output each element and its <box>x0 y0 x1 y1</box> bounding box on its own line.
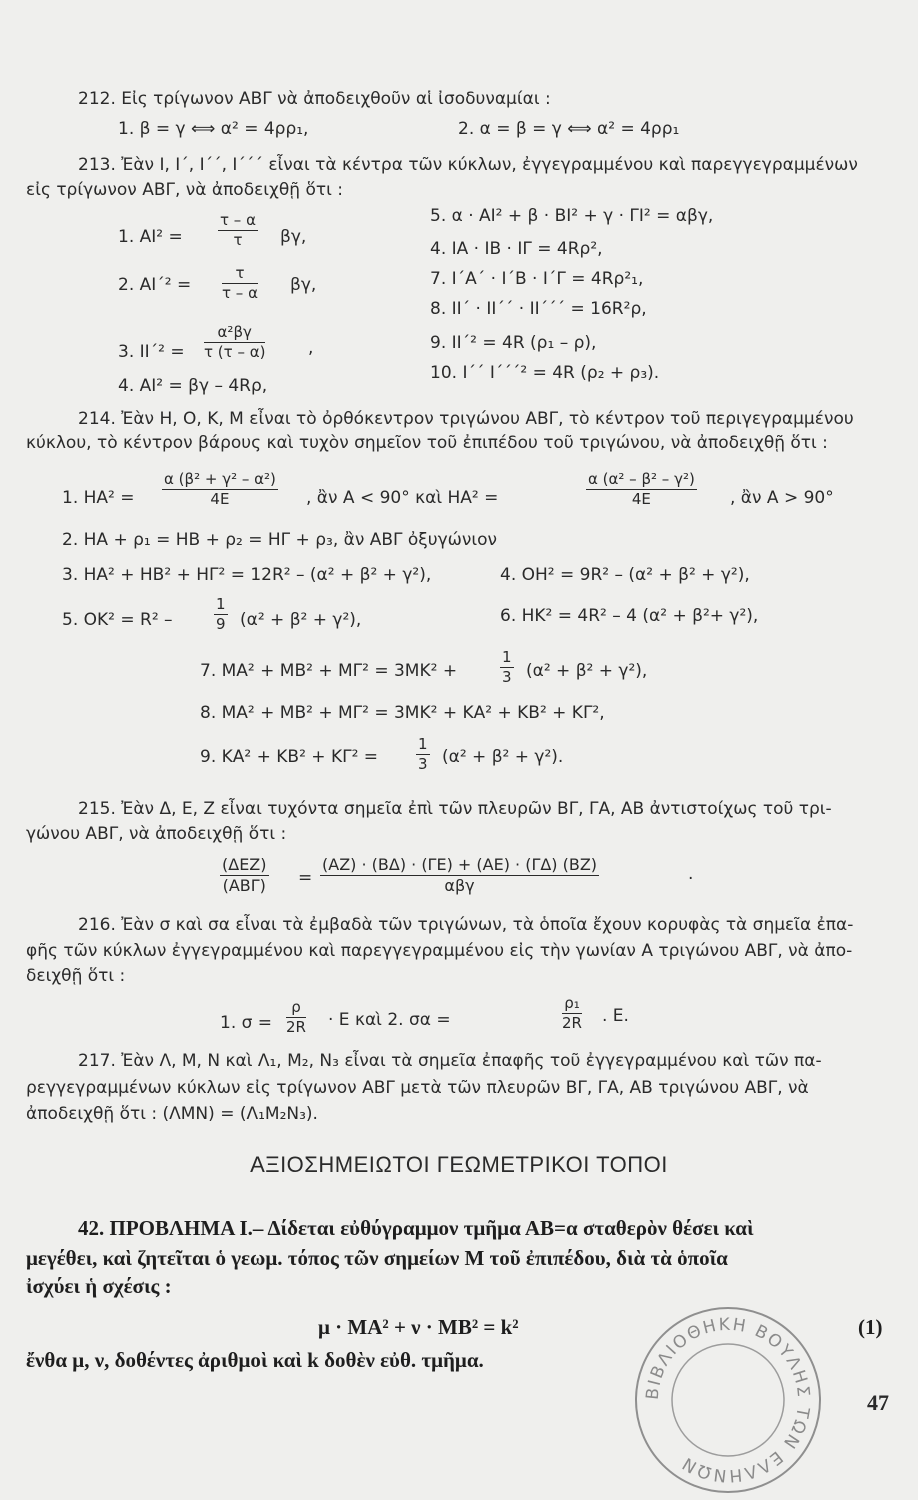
formula-213-r9: 9. ΙΙ΄² = 4R (ρ₁ – ρ), <box>430 333 597 353</box>
formula-215-period: . <box>688 864 694 884</box>
formula-214-1-fraction-a: $\frac{\text{α (β² + γ² – α²)}}{4E}$ <box>164 470 276 508</box>
problem-42-formula-tag: (1) <box>858 1315 883 1339</box>
formula-213-2-rhs: βγ, <box>290 275 317 295</box>
problem-216-intro-cont1: φῆς τῶν κύκλων ἐγγεγραμμένου καὶ παρεγγεγραμμένου εἰς τὴν γωνίαν Α τριγώνου ΑΒΓ, νὰ ἀπο- <box>26 941 853 961</box>
formula-213-1-rhs: βγ, <box>280 227 307 247</box>
formula-215-equals: = <box>298 868 313 888</box>
formula-213-4: 4. ΑΙ² = βγ – 4Rρ, <box>118 376 268 396</box>
problem-217-intro-cont2: ἀποδειχθῇ ὅτι : (ΛΜΝ) = (Λ₁Μ₂Ν₃). <box>26 1104 318 1124</box>
formula-215-lhs-fraction: (ΔΕΖ) (ΑΒΓ) <box>222 855 267 895</box>
formula-216-2-rhs: . Ε. <box>602 1006 629 1026</box>
formula-214-6: 6. ΗΚ² = 4R² – 4 (α² + β²+ γ²), <box>500 606 759 626</box>
formula-213-1-fraction: $\frac{\tau - \alpha}{\tau}$ <box>220 211 256 249</box>
problem-212-item-1: 1. β = γ ⟺ α² = 4ρρ₁, <box>118 119 309 139</box>
formula-214-9-fraction: $\frac{1}{3}$ <box>418 735 428 773</box>
problem-215-intro: 215. Ἐὰν Δ, Ε, Ζ εἶναι τυχόντα σημεῖα ἐπὶ τῶν πλευρῶν ΒΓ, ΓΑ, ΑΒ ἀντιστοίχως τοῦ τρι- <box>78 799 832 819</box>
problem-42-line-1: 42. ΠΡΟΒΛΗΜΑ Ι.– Δίδεται εὐθύγραμμον τμῆμα ΑΒ=α σταθερὸν θέσει καὶ <box>78 1216 754 1240</box>
formula-214-9-rhs: (α² + β² + γ²). <box>442 747 564 767</box>
problem-214-intro-cont: κύκλου, τὸ κέντρον βάρους καὶ τυχὸν σημεῖον τοῦ ἐπιπέδου τοῦ τριγώνου, νὰ ἀποδειχθῇ ὅτι : <box>26 433 828 453</box>
formula-214-1-mid: , ἂν Α < 90° καὶ ΗΑ² = <box>306 488 499 508</box>
formula-216-1-lhs: 1. σ = <box>220 1013 273 1033</box>
formula-214-7-lhs: 7. ΜΑ² + ΜΒ² + ΜΓ² = 3ΜΚ² + <box>200 661 458 681</box>
problem-212-intro: 212. Εἰς τρίγωνον ΑΒΓ νὰ ἀποδειχθοῦν αἱ ἰσοδυναμίαι : <box>78 89 551 109</box>
formula-214-7-rhs: (α² + β² + γ²), <box>526 661 648 681</box>
formula-214-7-fraction: $\frac{1}{3}$ <box>502 648 512 686</box>
formula-213-r7: 7. Ι΄Α΄ · Ι΄Β · Ι΄Γ = 4Rρ²₁, <box>430 269 644 289</box>
formula-214-2: 2. ΗΑ + ρ₁ = ΗΒ + ρ₂ = ΗΓ + ρ₃, ἂν ΑΒΓ ὀξυγώνιον <box>62 530 498 550</box>
formula-216-1-fraction: $\frac{\rho}{2R}$ <box>286 998 306 1036</box>
formula-215-rhs-fraction: (ΑΖ) · (ΒΔ) · (ΓΕ) + (ΑΕ) · (ΓΔ) (ΒΖ) αβγ <box>322 855 598 895</box>
problem-213-intro-cont: εἰς τρίγωνον ΑΒΓ, νὰ ἀποδειχθῇ ὅτι : <box>26 180 343 200</box>
formula-213-r4: 4. ΙΑ · ΙΒ · ΙΓ = 4Rρ², <box>430 239 603 259</box>
formula-214-3: 3. ΗΑ² + ΗΒ² + ΗΓ² = 12R² – (α² + β² + γ²), <box>62 565 432 585</box>
formula-214-5-fraction: $\frac{1}{9}$ <box>216 595 226 633</box>
formula-216-middle: · Ε καὶ 2. σα = <box>328 1010 451 1030</box>
problem-216-intro-cont2: δειχθῇ ὅτι : <box>26 966 126 986</box>
svg-text:ΒΙΒΛΙΟΘΗΚΗ ΒΟΥΛΗΣ ΤΩΝ ΕΛΛΗΝΩΝ <box>643 1315 813 1486</box>
problem-217-intro: 217. Ἐὰν Λ, Μ, Ν καὶ Λ₁, Μ₂, Ν₃ εἶναι τὰ σημεῖα ἐπαφῆς τοῦ ἐγγεγραμμένου καὶ τῶν πα- <box>78 1051 822 1071</box>
problem-42-formula: μ · ΜΑ² + ν · ΜΒ² = k² <box>318 1315 519 1339</box>
problem-213-intro: 213. Ἐὰν Ι, Ι΄, Ι΄΄, Ι΄΄΄ εἶναι τὰ κέντρα τῶν κύκλων, ἐγγεγραμμένου καὶ παρεγγεγραμμένων <box>78 155 858 175</box>
library-stamp <box>628 1300 828 1500</box>
formula-214-5-lhs: 5. ΟΚ² = R² – <box>62 610 173 630</box>
problem-42-line-2: μεγέθει, καὶ ζητεῖται ὁ γεωμ. τόπος τῶν σημείων Μ τοῦ ἐπιπέδου, διὰ τὰ ὁποῖα <box>26 1246 728 1270</box>
formula-214-4: 4. ΟΗ² = 9R² – (α² + β² + γ²), <box>500 565 750 585</box>
formula-213-3-rhs: , <box>308 338 314 358</box>
formula-213-r10: 10. Ι΄΄ Ι΄΄΄² = 4R (ρ₂ + ρ₃). <box>430 363 660 383</box>
section-title: ΑΞΙΟΣΗΜΕΙΩΤΟΙ ΓΕΩΜΕΤΡΙΚΟΙ ΤΟΠΟΙ <box>250 1152 668 1177</box>
problem-215-intro-cont: γώνου ΑΒΓ, νὰ ἀποδειχθῇ ὅτι : <box>26 824 287 844</box>
formula-214-9-lhs: 9. ΚΑ² + ΚΒ² + ΚΓ² = <box>200 747 379 767</box>
formula-214-1-post: , ἂν Α > 90° <box>730 488 834 508</box>
formula-214-1-fraction-b: $\frac{\text{α (α² – β² – γ²)}}{4E}$ <box>588 470 695 508</box>
problem-42-line-3: ἰσχύει ἡ σχέσις : <box>26 1274 172 1298</box>
formula-214-5-rhs: (α² + β² + γ²), <box>240 610 362 630</box>
formula-214-8: 8. ΜΑ² + ΜΒ² + ΜΓ² = 3ΜΚ² + ΚΑ² + ΚΒ² + ΚΓ², <box>200 703 605 723</box>
problem-216-intro: 216. Ἐὰν σ καὶ σα εἶναι τὰ ἐμβαδὰ τῶν τριγώνων, τὰ ὁποῖα ἔχουν κορυφὰς τὰ σημεῖα ἐπα- <box>78 915 854 935</box>
formula-213-3-lhs: 3. ΙΙ΄² = <box>118 342 185 362</box>
stamp-text: ΒΙΒΛΙΟΘΗΚΗ ΒΟΥΛΗΣ ΤΩΝ ΕΛΛΗΝΩΝ <box>642 1314 814 1486</box>
formula-213-r8: 8. ΙΙ΄ · ΙΙ΄΄ · ΙΙ΄΄΄ = 16R²ρ, <box>430 299 647 319</box>
formula-213-2-lhs: 2. ΑΙ΄² = <box>118 275 192 295</box>
formula-213-3-fraction: $\frac{\text{α²βγ}}{\tau (\tau - \alpha)}$ <box>204 323 266 361</box>
formula-213-r5: 5. α · ΑΙ² + β · ΒΙ² + γ · ΓΙ² = αβγ, <box>430 206 714 226</box>
problem-214-intro: 214. Ἐὰν Η, Ο, Κ, Μ εἶναι τὸ ὀρθόκεντρον τριγώνου ΑΒΓ, τὸ κέντρον τοῦ περιγεγραμμένου <box>78 409 854 429</box>
problem-212-item-2: 2. α = β = γ ⟺ α² = 4ρρ₁ <box>458 119 680 139</box>
problem-42-line-4: ἔνθα μ, ν, δοθέντες ἀριθμοὶ καὶ k δοθὲν εὐθ. τμῆμα. <box>26 1348 484 1372</box>
formula-213-1-lhs: 1. ΑΙ² = <box>118 227 183 247</box>
formula-214-1-lhs: 1. ΗΑ² = <box>62 488 135 508</box>
problem-217-intro-cont1: ρεγγεγραμμένων κύκλων εἰς τρίγωνον ΑΒΓ μετὰ τῶν πλευρῶν ΒΓ, ΓΑ, ΑΒ τριγώνου ΑΒΓ, νὰ <box>26 1078 809 1098</box>
formula-216-2-fraction: $\frac{\text{ρ₁}}{2R}$ <box>562 994 582 1032</box>
formula-213-2-fraction: $\frac{\tau}{\tau - \alpha}$ <box>222 264 258 302</box>
page-number: 47 <box>867 1390 889 1415</box>
